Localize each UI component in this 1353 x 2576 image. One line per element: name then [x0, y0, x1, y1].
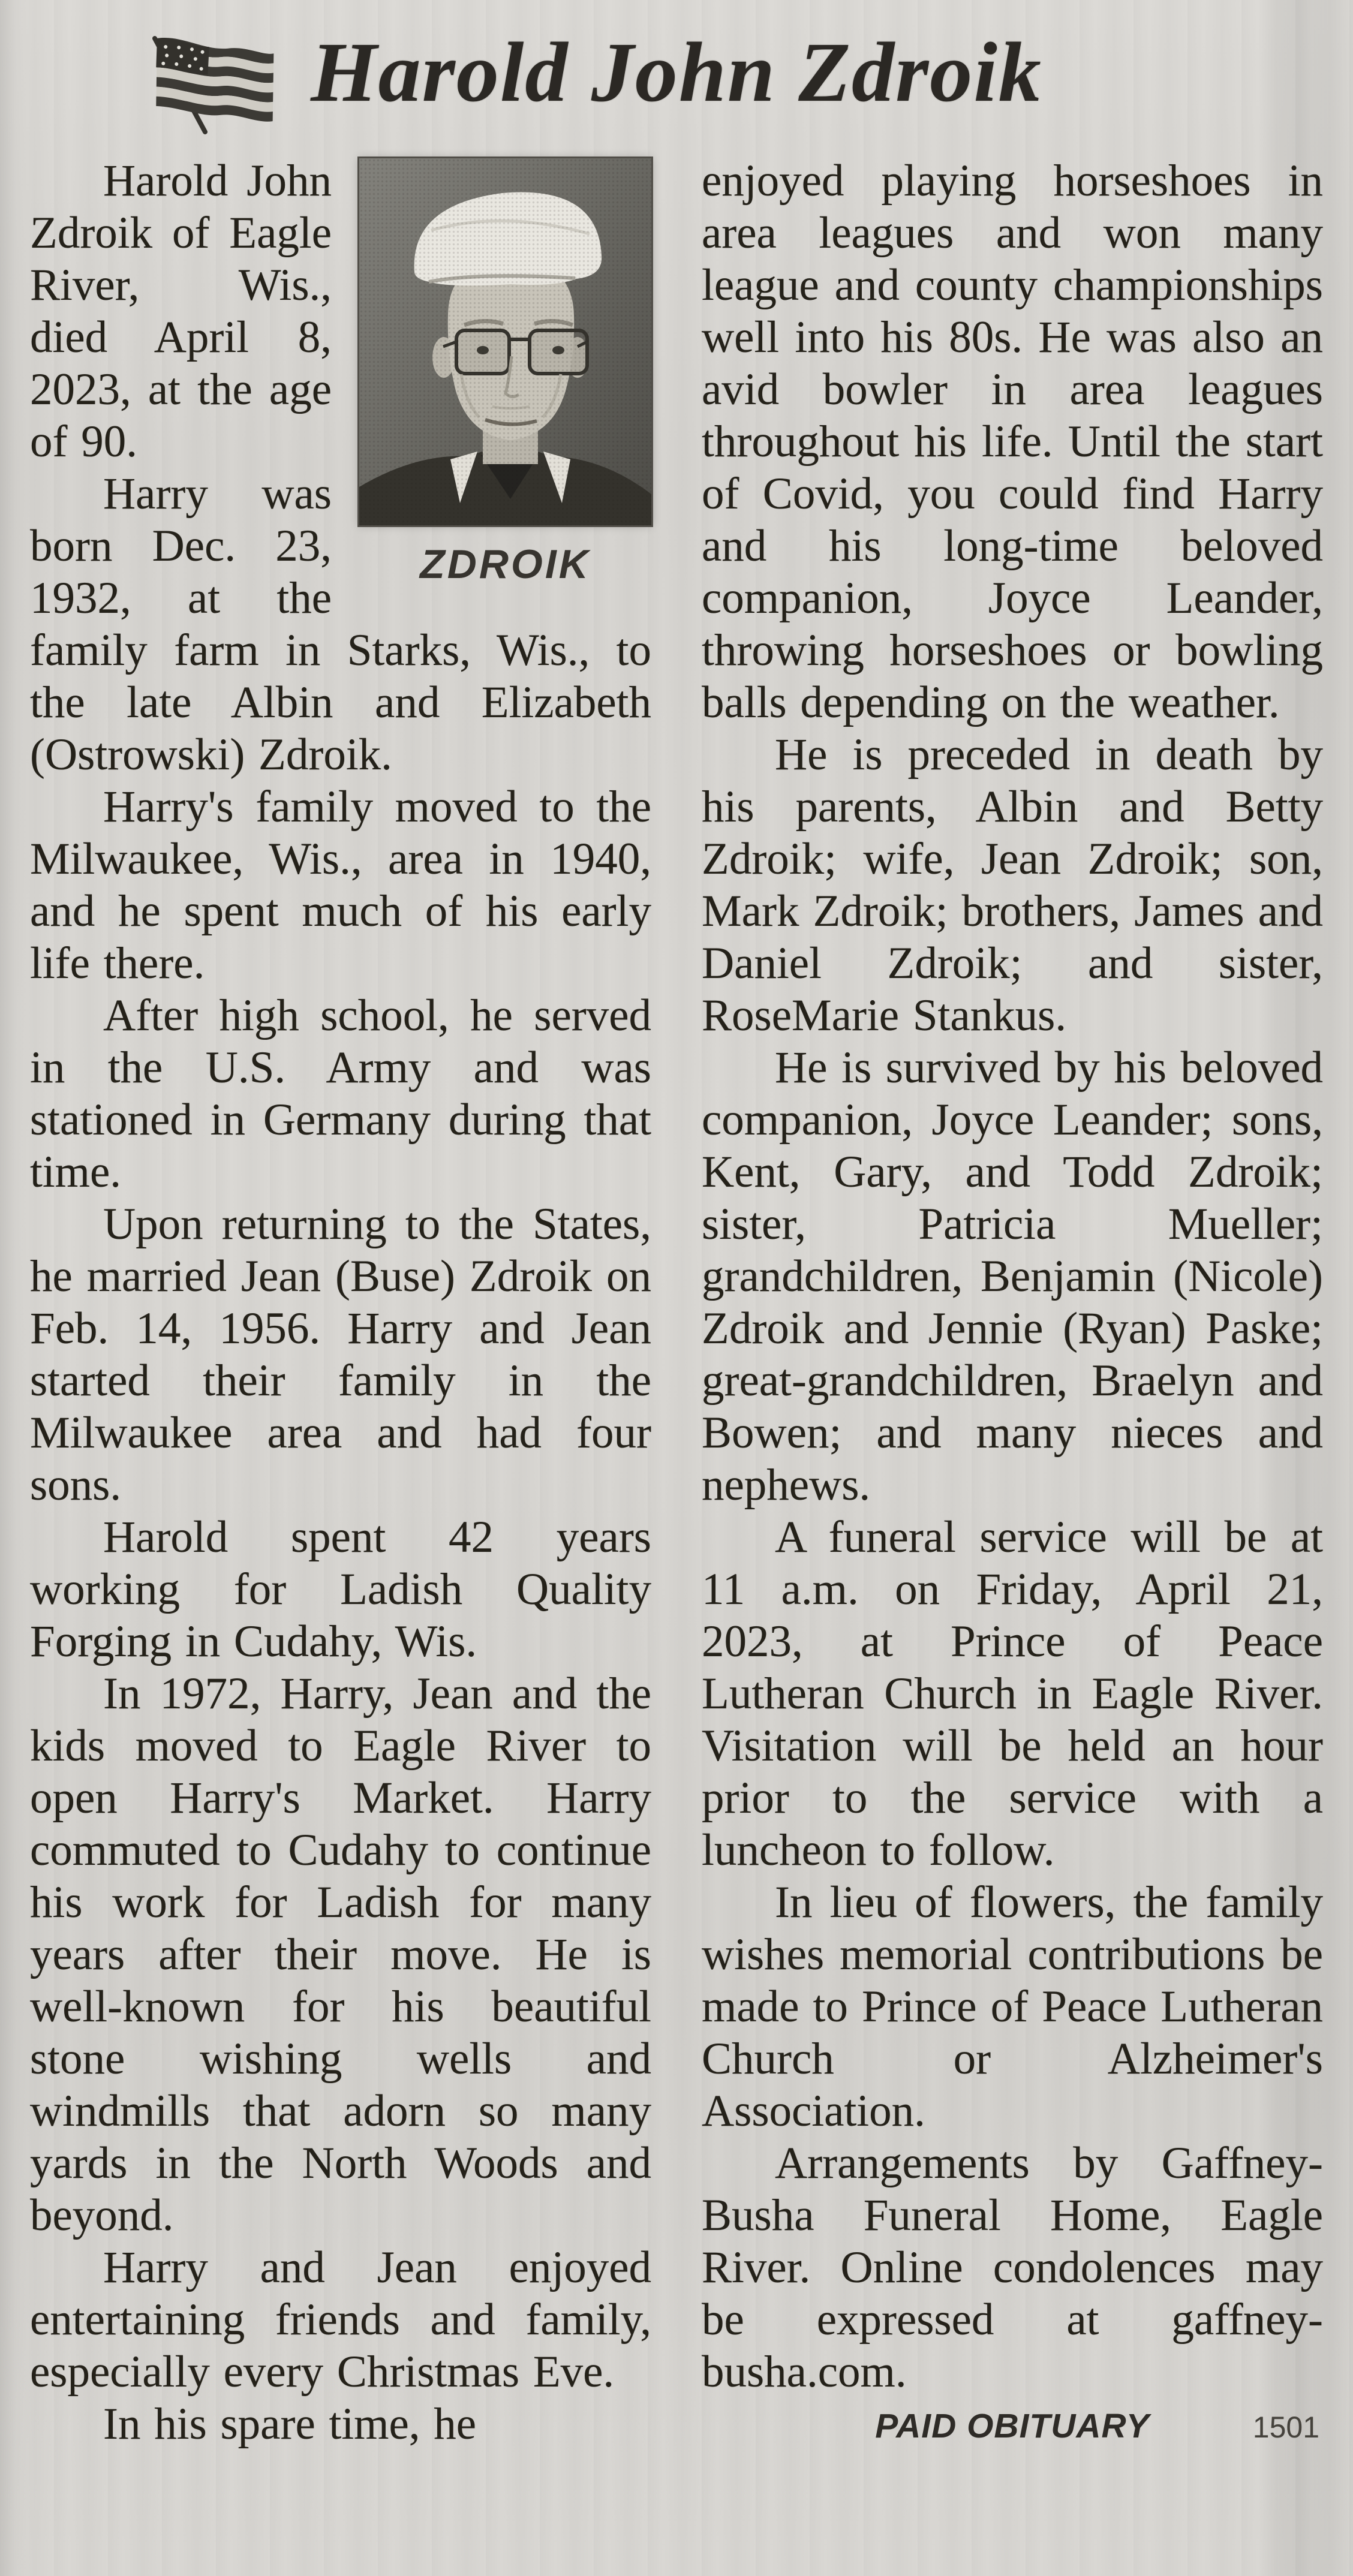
obituary-footer: [702, 2406, 1323, 2460]
paragraph: In his spare time, he: [103, 2399, 477, 2449]
obituary-number: 1501: [1252, 2411, 1319, 2444]
portrait-photo-image: [359, 158, 651, 525]
paragraph: In lieu of flowers, the family wishes memorial contributions be made to Prince of Peace Lutheran Church or Alzheimer's Association.: [702, 1877, 1323, 2136]
paragraph: After high school, he served in the U.S. Army and was stationed in Germany during that time.: [30, 991, 651, 1197]
paragraph: Harold John Zdroik of Eagle River, Wis., died April 8, 2023, at the age of 90.: [30, 156, 332, 467]
paragraph: Harry was born Dec. 23, 1932, at the family farm in Starks, Wis., to the late Albin and Elizabeth (Ostrowski) Zdroik.: [30, 469, 651, 780]
article-body: [0, 155, 1353, 2460]
paragraph: Harry and Jean enjoyed entertaining friends and family, especially every Christmas Eve.: [30, 2243, 651, 2397]
photo-caption: ZDROIK: [420, 541, 591, 587]
obituary-header: [0, 0, 1353, 139]
paragraph: Harold spent 42 years working for Ladish Quality Forging in Cudahy, Wis.: [30, 1512, 651, 1666]
paragraph: He is preceded in death by his parents, Albin and Betty Zdroik; wife, Jean Zdroik; son, Mark Zdroik; brothers, James and Daniel Zdroik; and sister, RoseMarie Stankus.: [702, 730, 1323, 1040]
paragraph: A funeral service will be at 11 a.m. on Friday, April 21, 2023, at Prince of Peace Lutheran Church in Eagle River. Visitation will be held an hour prior to the service with a luncheon to follow.: [702, 1512, 1323, 1875]
right-column: [702, 155, 1323, 2460]
paragraph: He is survived by his beloved companion, Joyce Leander; sons, Kent, Gary, and Todd Zdroik; sister, Patricia Mueller; grandchildren, Benjamin (Nicole) Zdroik and Jennie (Ryan) Paske; great-grandchildren, Braelyn and Bowen; and many nieces and nephews.: [702, 1043, 1323, 1510]
right-column-text: [702, 155, 1323, 2398]
paragraph: enjoyed playing horseshoes in area leagues and won many league and county championships well into his 80s. He was also an avid bowler in area leagues throughout his life. Until the start of Covid, you could find Harry and his long-time beloved companion, Joyce Leander, throwing horseshoes or bowling balls depending on the weather.: [702, 156, 1323, 727]
paragraph: Arrangements by Gaffney-Busha Funeral Home, Eagle River. Online condolences may be expressed at gaffney-busha.com.: [702, 2138, 1323, 2397]
portrait-figure: [359, 158, 651, 588]
portrait-photo: [359, 158, 651, 525]
left-column: [30, 155, 651, 2460]
paragraph: Upon returning to the States, he married Jean (Buse) Zdroik on Feb. 14, 1956. Harry and Jean started their family in the Milwaukee area and had four sons.: [30, 1199, 651, 1510]
paragraph: In 1972, Harry, Jean and the kids moved to Eagle River to open Harry's Market. Harry commuted to Cudahy to continue his work for Ladish for many years after their move. He is well-known for his beautiful stone wishing wells and windmills that adorn so many yards in the North Woods and beyond.: [30, 1669, 651, 2240]
page-title: Harold John Zdroik: [311, 25, 1042, 119]
paid-obituary-label: PAID OBITUARY: [875, 2407, 1150, 2445]
us-flag-icon: [148, 31, 275, 138]
paragraph: Harry's family moved to the Milwaukee, Wis., area in 1940, and he spent much of his early life there.: [30, 782, 651, 988]
